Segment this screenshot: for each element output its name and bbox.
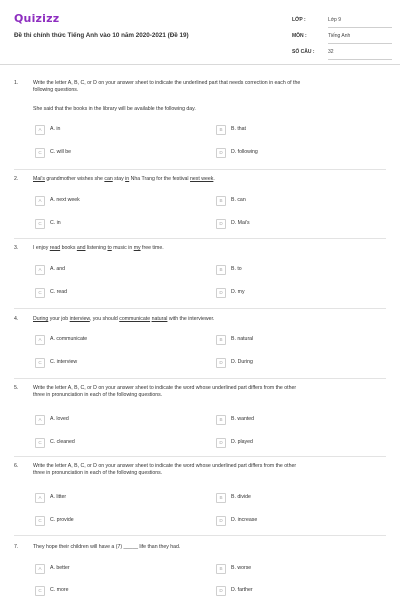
sentence-fragment: grandmother wishes she [44,176,105,182]
option-letter-box: D [216,516,226,526]
option-text: A. better [50,565,70,571]
question-number: 6. [14,463,19,469]
meta-label: SỐ CÂU : [292,49,315,55]
option-text: D. Mai's [231,220,250,226]
question-sentence: She said that the books in the library will be available the following day. [33,106,196,112]
question-divider [14,169,386,170]
underlined-word: in [125,176,130,182]
header-divider [0,64,400,65]
underlined-word: next week [190,176,214,182]
option-letter-box: A [35,415,45,425]
option-letter-box: B [216,196,226,206]
option-text: C. read [50,289,68,295]
option-letter-box: B [216,125,226,135]
meta-row-count [292,44,392,60]
option-text: D. farther [231,587,253,593]
question-instruction [33,385,391,399]
meta-value: Lớp 9 [328,17,342,23]
option-text: D. increase [231,517,258,523]
underlined-word: Mai's [33,176,45,182]
option-text: B. worse [231,565,252,571]
option-text: D. During [231,359,253,365]
option-text: B. that [231,126,246,132]
option-text: C. will be [50,149,72,155]
option-text: D. my [231,289,245,295]
question-text-line: following questions. [33,87,79,94]
worksheet-header [0,0,400,62]
option-letter-box: D [216,438,226,448]
question-divider [14,308,386,309]
question-text-line: three in pronunciation in each of the following questions. [33,470,163,477]
question-number: 1. [14,80,19,86]
option-letter-box: C [35,148,45,158]
question-divider [14,535,386,536]
option-text: C. more [50,587,69,593]
sentence-fragment: your job [48,316,70,322]
option-text: C. in [50,220,61,226]
question-divider [14,456,386,457]
question-sentence [33,245,391,252]
sentence-fragment: I enjoy [33,245,50,251]
sentence-fragment: stay [112,176,126,182]
option-letter-box: B [216,564,226,574]
underlined-word: During [33,316,49,322]
option-text: B. divide [231,494,251,500]
question-number: 5. [14,385,19,391]
option-text: A. communicate [50,336,88,342]
option-letter-box: D [216,586,226,596]
option-text: B. can [231,197,246,203]
option-letter-box: A [35,265,45,275]
meta-row-grade [292,12,392,28]
option-text: A. litter [50,494,67,500]
option-letter-box: C [35,288,45,298]
option-letter-box: B [216,265,226,275]
underlined-word: natural [151,316,168,322]
option-letter-box: B [216,415,226,425]
question-text-line: three in pronunciation in each of the following questions. [33,392,163,399]
page-title: Đề thi chính thức Tiếng Anh vào 10 năm 2020-2021 (Đề 19) [14,32,189,39]
option-text: D. played [231,439,253,445]
option-letter-box: A [35,493,45,503]
sentence-fragment: with the interviewer. [167,316,215,322]
option-letter-box: D [216,219,226,229]
option-letter-box: C [35,516,45,526]
underlined-word: and [76,245,86,251]
sentence-fragment: , you should [89,316,120,322]
sentence-fragment: Nha Trang for the festival [129,176,191,182]
option-letter-box: A [35,564,45,574]
underlined-word: communicate [119,316,151,322]
underlined-word: interview [69,316,90,322]
underlined-word: my [133,245,141,251]
sentence-fragment: free time. [140,245,164,251]
option-text: A. and [50,266,65,272]
option-letter-box: D [216,148,226,158]
option-letter-box: C [35,358,45,368]
underlined-word: read [49,245,61,251]
question-text-line: Write the letter A, B, C, or D on your answer sheet to indicate the word whose underlined part differs from the other [33,385,297,391]
option-letter-box: D [216,358,226,368]
meta-label: MÔN : [292,33,307,39]
question-text-line: Write the letter A, B, C, or D on your answer sheet to indicate the word whose underlined part differs from the other [33,463,297,469]
question-instruction [33,463,391,477]
question-number: 3. [14,245,19,251]
option-text: C. interview [50,359,78,365]
question-divider [14,378,386,379]
option-text: C. cleaned [50,439,75,445]
option-letter-box: B [216,335,226,345]
option-letter-box: A [35,125,45,135]
sentence-fragment: music in [111,245,134,251]
meta-value: Tiếng Anh [328,33,351,39]
question-instruction [33,80,391,94]
option-text: B. wanted [231,416,255,422]
question-sentence [33,176,391,183]
question-text-line: Write the letter A, B, C, or D on your answer sheet to indicate the underlined part that needs correction in each of the [33,80,301,86]
option-letter-box: C [35,586,45,596]
meta-value: 32 [328,49,334,55]
question-divider [14,238,386,239]
question-number: 4. [14,316,19,322]
option-text: A. loved [50,416,69,422]
option-text: A. in [50,126,61,132]
meta-row-subject [292,28,392,44]
question-sentence [33,316,391,323]
option-text: B. natural [231,336,254,342]
option-letter-box: A [35,196,45,206]
option-letter-box: A [35,335,45,345]
question-number: 2. [14,176,19,182]
option-letter-box: C [35,219,45,229]
question-number: 7. [14,544,19,550]
underlined-word: can [104,176,113,182]
sentence-fragment: . [213,176,215,182]
option-text: D. following [231,149,258,155]
option-text: A. next week [50,197,80,203]
option-text: B. to [231,266,242,272]
underlined-word: to [107,245,112,251]
option-text: C. provide [50,517,74,523]
meta-panel [292,12,392,60]
question-sentence: They hope their children will have a (7) _____ life than they had. [33,544,181,550]
meta-label: LỚP : [292,17,306,23]
option-letter-box: B [216,493,226,503]
sentence-fragment: books [60,245,77,251]
option-letter-box: C [35,438,45,448]
option-letter-box: D [216,288,226,298]
quizizz-logo[interactable]: Quizizz [14,12,60,25]
sentence-fragment: listening [85,245,108,251]
